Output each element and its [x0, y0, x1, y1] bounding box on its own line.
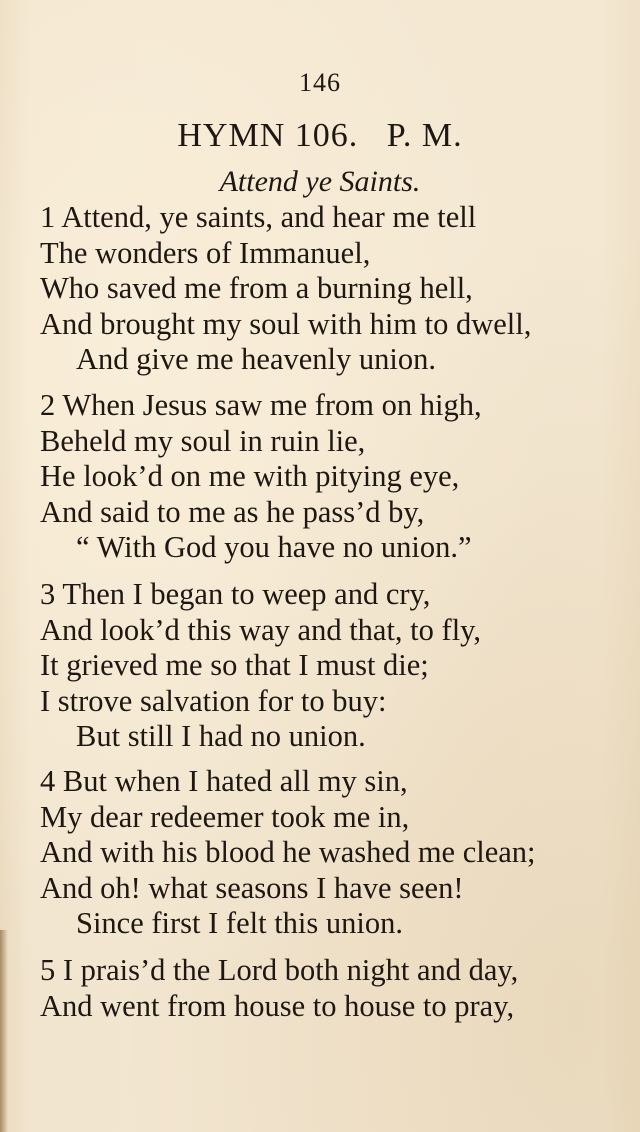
verse-line: 1 Attend, ye saints, and hear me tell [40, 200, 477, 234]
verse-line: It grieved me so that I must die; [40, 648, 429, 682]
verse-line: And brought my soul with him to dwell, [40, 306, 532, 341]
verse-line: 3 Then I began to weep and cry, [40, 577, 431, 611]
verse-line: 5 I prais’d the Lord both night and day, [40, 953, 519, 987]
verse-3 [40, 577, 630, 755]
verse-line: Who saved me from a burning hell, [40, 271, 473, 305]
verse-2 [40, 388, 630, 566]
verse-line: And oh! what seasons I have seen! [40, 870, 464, 905]
verse-1 [40, 200, 630, 378]
verse-line: Beheld my soul in ruin lie, [40, 423, 366, 458]
page-number: 146 [299, 68, 341, 97]
verse-line: 4 But when I hated all my sin, [40, 764, 408, 798]
verse-line: I strove salvation for to buy: [40, 683, 387, 718]
hymn-subtitle: Attend ye Saints. [219, 165, 421, 198]
verse-line: And look’d this way and that, to fly, [40, 612, 482, 647]
verse-line: He look’d on me with pitying eye, [40, 459, 460, 493]
hymn-title: HYMN 106. P. M. [177, 117, 463, 154]
verse-refrain-line: But still I had no union. [76, 719, 366, 753]
verse-4 [40, 764, 630, 942]
verse-line: And went from house to house to pray, [40, 988, 515, 1023]
verse-refrain-line: “ With God you have no union.” [76, 530, 472, 564]
verse-line: My dear redeemer took me in, [40, 799, 410, 834]
page-edge-shadow [0, 930, 8, 1132]
verse-line: And said to me as he pass’d by, [40, 494, 425, 529]
verse-5 [40, 953, 630, 1024]
verse-line: 2 When Jesus saw me from on high, [40, 388, 482, 422]
verse-line: The wonders of Immanuel, [40, 235, 371, 270]
verse-line: And with his blood he washed me clean; [40, 835, 536, 869]
verse-refrain-line: And give me heavenly union. [76, 342, 436, 376]
verse-refrain-line: Since first I felt this union. [76, 906, 403, 940]
